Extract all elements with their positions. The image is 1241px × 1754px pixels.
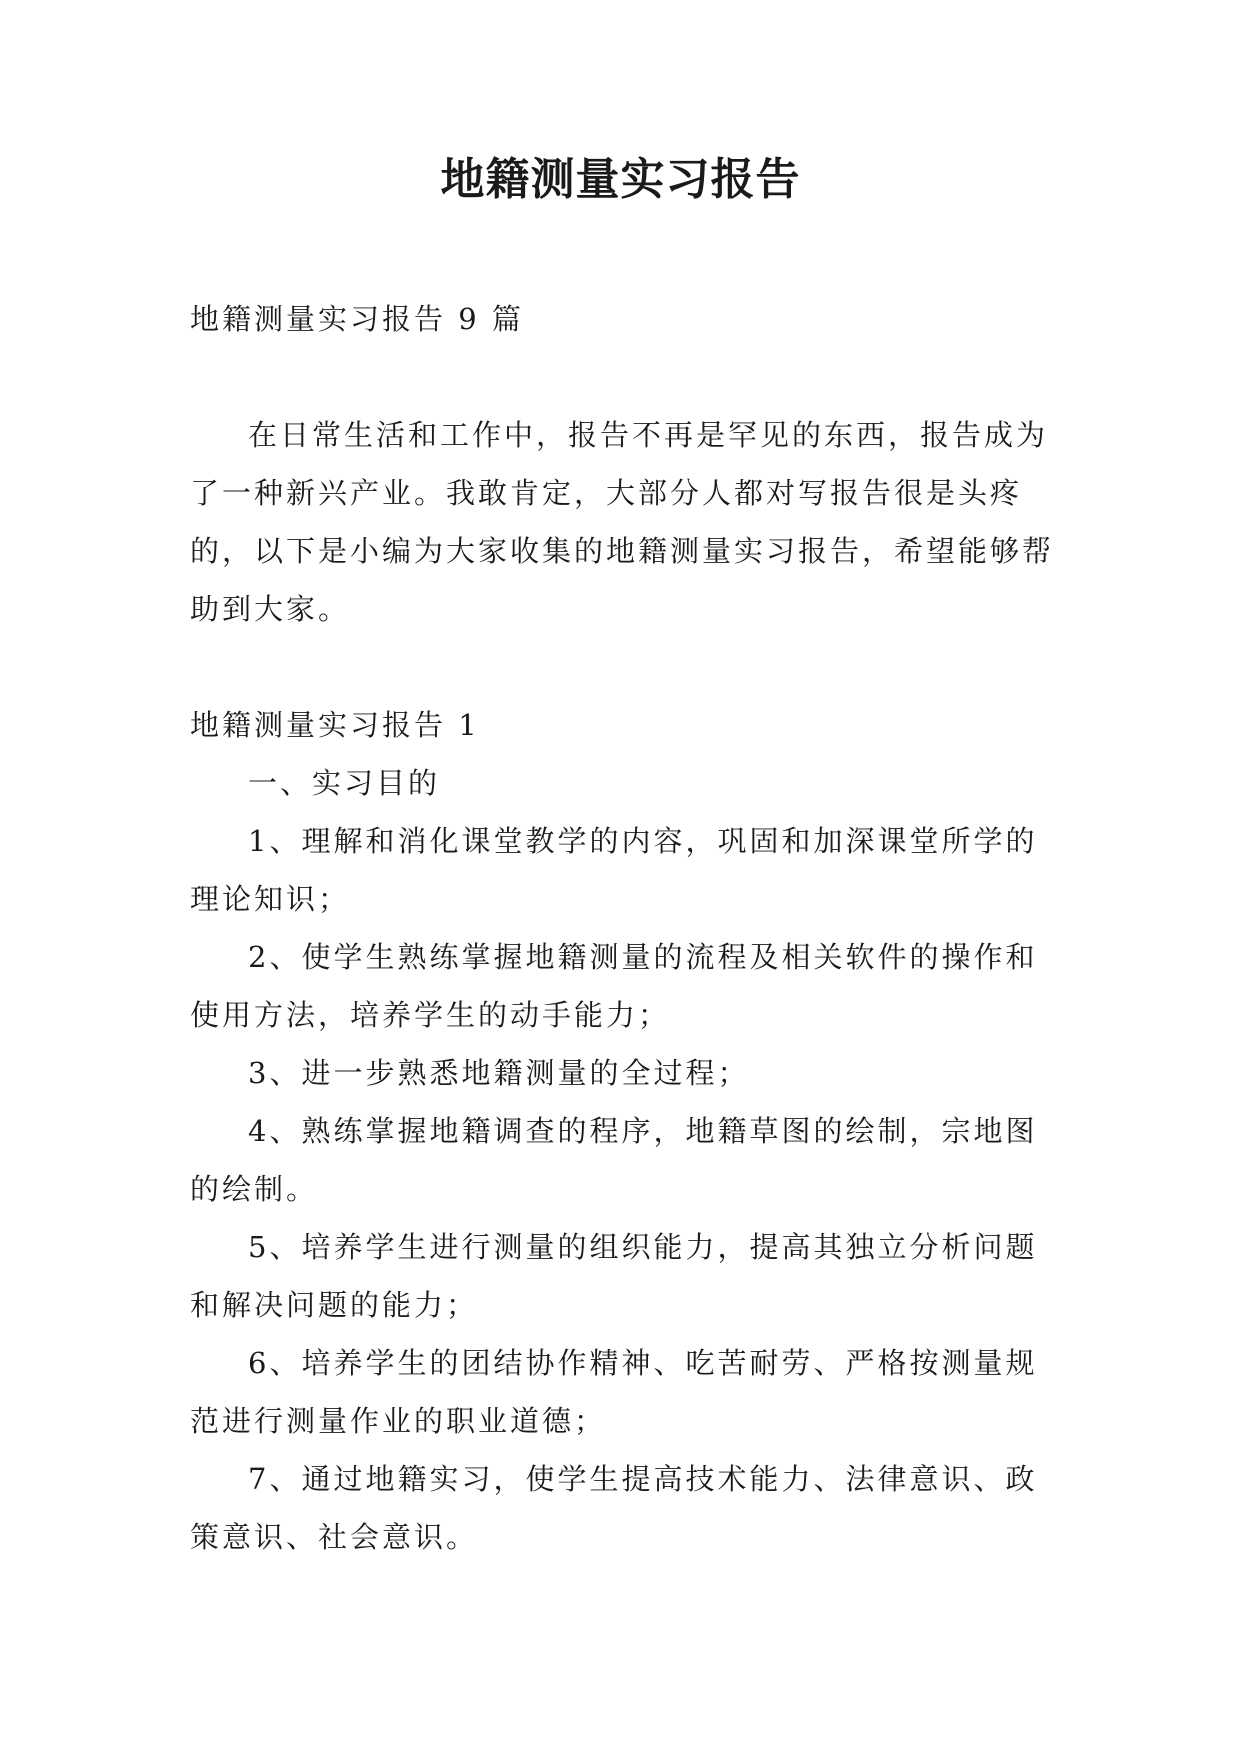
document-subtitle: 地籍测量实习报告 9 篇 bbox=[190, 302, 524, 336]
list-item: 4、熟练掌握地籍调查的程序，地籍草图的绘制，宗地图的绘制。 bbox=[190, 1114, 1038, 1206]
section-heading: 地籍测量实习报告 1 bbox=[190, 708, 480, 742]
list-item: 6、培养学生的团结协作精神、吃苦耐劳、严格按测量规范进行测量作业的职业道德； bbox=[190, 1346, 1038, 1438]
intro-paragraph: 在日常生活和工作中，报告不再是罕见的东西，报告成为了一种新兴产业。我敢肯定，大部分人都对写报告很是头疼的，以下是小编为大家收集的地籍测量实习报告，希望能够帮助到大家。 bbox=[190, 418, 1055, 626]
list-item: 5、培养学生进行测量的组织能力，提高其独立分析问题和解决问题的能力； bbox=[190, 1230, 1038, 1322]
document-title: 地籍测量实习报告 bbox=[440, 154, 801, 205]
subsection-heading: 一、实习目的 bbox=[248, 766, 441, 800]
list-item: 1、理解和消化课堂教学的内容，巩固和加深课堂所学的理论知识； bbox=[190, 824, 1038, 916]
list-item: 7、通过地籍实习，使学生提高技术能力、法律意识、政策意识、社会意识。 bbox=[190, 1462, 1038, 1554]
list-item: 2、使学生熟练掌握地籍测量的流程及相关软件的操作和使用方法，培养学生的动手能力； bbox=[190, 940, 1038, 1032]
document-body bbox=[190, 290, 1055, 1566]
list-item: 3、进一步熟悉地籍测量的全过程； bbox=[248, 1056, 750, 1090]
